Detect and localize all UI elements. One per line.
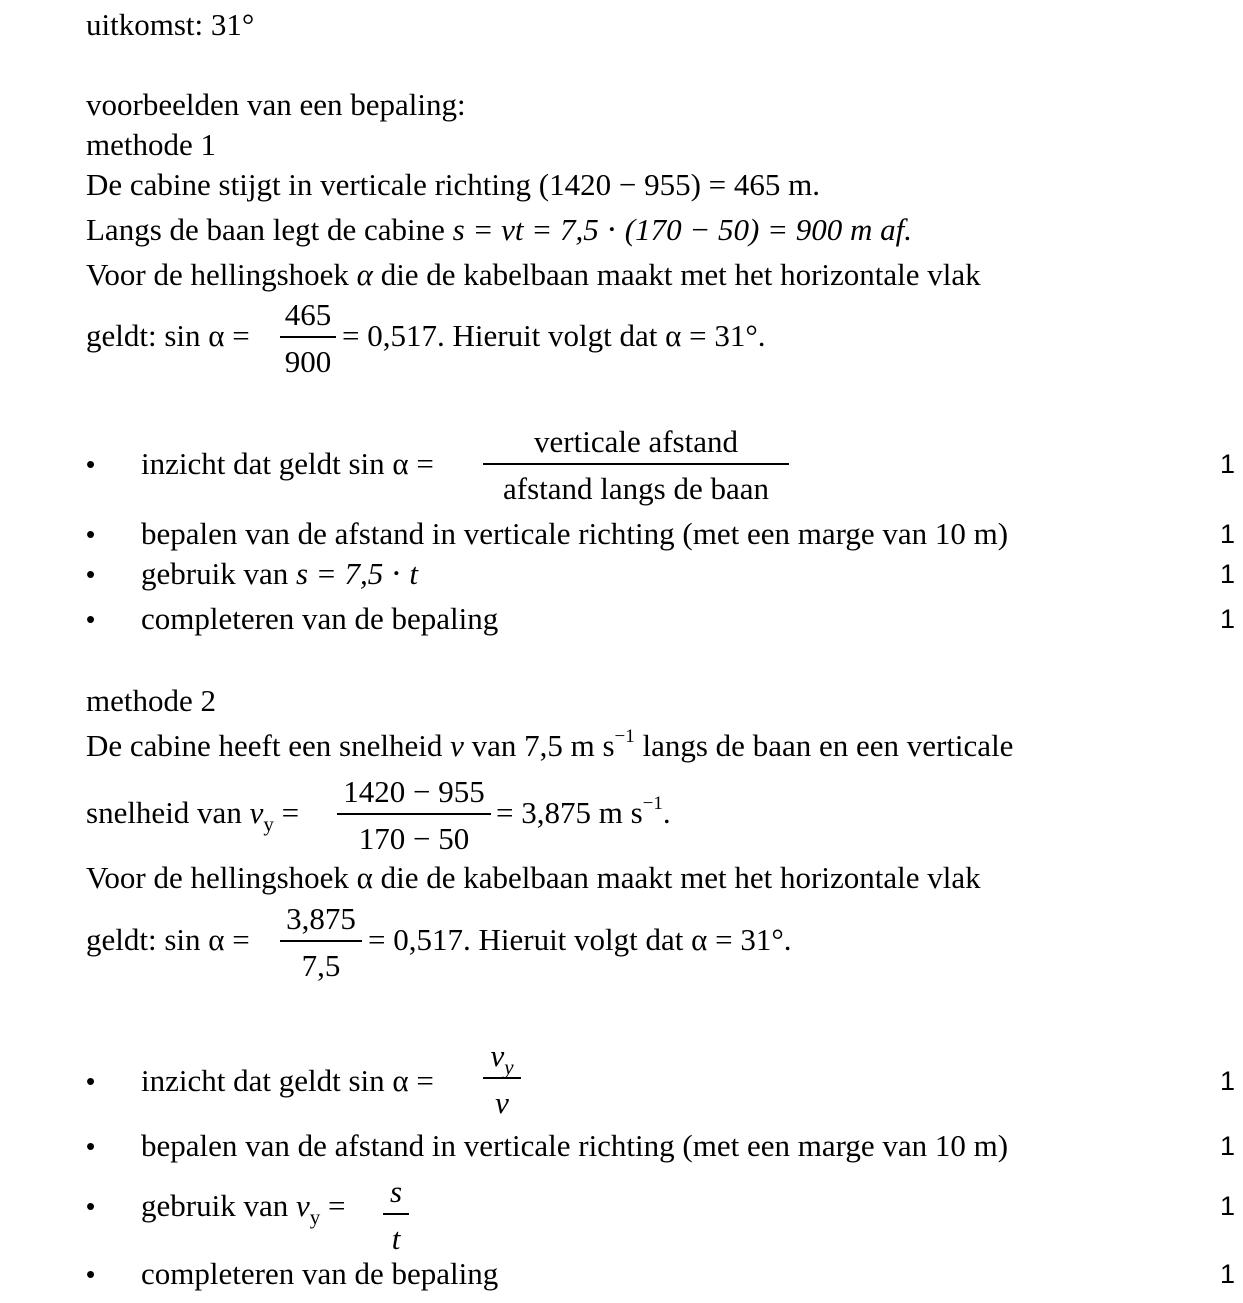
- method2-criterion-2-text: bepalen van de afstand in verticale richting (met een marge van 10 m): [141, 1128, 1009, 1163]
- method1-criterion-4-text: completeren van de bepaling: [141, 601, 499, 636]
- result-line: uitkomst: 31°: [86, 7, 255, 42]
- method1-criterion-1-text: inzicht dat geldt sin α =: [141, 446, 434, 481]
- method1-criterion-3-label: gebruik van: [141, 556, 296, 591]
- method2-fraction-denominator: 170 − 50: [358, 821, 470, 856]
- method2-criterion-1-score: 1: [1219, 1066, 1235, 1096]
- method1-line2-equation: s = vt = 7,5 ⋅ (170 − 50) = 900 m af.: [452, 212, 913, 247]
- bullet: •: [86, 559, 96, 589]
- method2-criterion-1-denominator: v: [495, 1085, 509, 1120]
- method1-fraction-numerator: 465: [280, 299, 336, 338]
- method1-fraction-denominator: 900: [284, 344, 332, 379]
- method2-equals: =: [273, 795, 300, 830]
- method1-title: methode 1: [86, 127, 216, 162]
- method2-line1-unit: van 7,5 m s: [463, 728, 615, 763]
- bullet: •: [86, 519, 96, 549]
- method1-criterion-1-numerator: verticale afstand: [483, 426, 789, 465]
- method1-line4-post: = 0,517. Hieruit volgt dat α = 31°.: [342, 318, 766, 353]
- method1-criterion-1-score: 1: [1219, 449, 1235, 479]
- method2-line2-text: snelheid van: [86, 795, 250, 830]
- method2-line1-exponent: −1: [614, 726, 635, 747]
- method2-criterion-1-num-v: v: [490, 1038, 505, 1073]
- examples-heading: voorbeelden van een bepaling:: [86, 87, 466, 122]
- method1-line2-text: Langs de baan legt de cabine: [86, 212, 453, 247]
- method2-criterion-1-numerator: [483, 1040, 521, 1079]
- method2-line2-exponent: −1: [642, 793, 663, 814]
- method2-line2-value: = 3,875 m s: [496, 795, 643, 830]
- method2-criterion-1-fraction: [483, 1040, 521, 1118]
- method2-fraction-2: [280, 903, 362, 981]
- method2-line3: Voor de hellingshoek α die de kabelbaan maakt met het horizontale vlak: [86, 860, 981, 895]
- method2-criterion-3-vy: v: [295, 1188, 310, 1223]
- method2-fraction-numerator: 1420 − 955: [337, 776, 491, 815]
- method2-criterion-3-vy-subscript: y: [309, 1205, 321, 1229]
- method1-line2: [86, 214, 912, 245]
- method2-fraction-2-numerator: 3,875: [280, 903, 362, 942]
- method2-line1-text: De cabine heeft een snelheid: [86, 728, 451, 763]
- method1-criterion-3-equation: s = 7,5 ⋅ t: [295, 556, 418, 591]
- method2-criterion-3-score: 1: [1219, 1191, 1235, 1221]
- method2-v: v: [450, 728, 464, 763]
- method2-criterion-1-num-subscript: y: [504, 1055, 514, 1079]
- method1-criterion-1-fraction: [483, 426, 789, 504]
- method1-fraction: [280, 299, 336, 377]
- method2-criterion-3-text: [141, 1188, 346, 1229]
- method2-vy-subscript: y: [263, 812, 274, 836]
- method1-criterion-3-score: 1: [1219, 559, 1235, 589]
- method1-criterion-3-text: [141, 558, 418, 589]
- method2-criterion-4-score: 1: [1219, 1259, 1235, 1289]
- method2-criterion-3-fraction: [383, 1176, 409, 1254]
- bullet: •: [86, 449, 96, 479]
- method1-line1: De cabine stijgt in verticale richting (1420 − 955) = 465 m.: [86, 167, 821, 202]
- method2-criterion-3-equals: =: [320, 1188, 346, 1223]
- method1-line3: [86, 259, 981, 290]
- method2-criterion-3-numerator: s: [383, 1176, 409, 1215]
- method1-criterion-1-denominator: afstand langs de baan: [503, 471, 769, 506]
- method2-criterion-2-score: 1: [1219, 1131, 1235, 1161]
- bullet: •: [86, 1191, 96, 1221]
- method2-line1-rest: langs de baan en een verticale: [634, 728, 1014, 763]
- method2-line4-post: = 0,517. Hieruit volgt dat α = 31°.: [368, 922, 792, 957]
- method2-line2-post: [496, 793, 671, 830]
- method1-line3-rest: die de kabelbaan maakt met het horizontale vlak: [372, 257, 981, 292]
- method2-line2-end: .: [662, 795, 671, 830]
- method1-criterion-4-score: 1: [1219, 604, 1235, 634]
- method1-line3-text: Voor de hellingshoek: [86, 257, 357, 292]
- bullet: •: [86, 1066, 96, 1096]
- method2-vy: v: [249, 795, 264, 830]
- method2-fraction: [337, 776, 491, 854]
- method2-criterion-1-text: inzicht dat geldt sin α =: [141, 1063, 434, 1098]
- method2-title: methode 2: [86, 683, 216, 718]
- bullet: •: [86, 604, 96, 634]
- method2-criterion-4-text: completeren van de bepaling: [141, 1256, 499, 1291]
- method1-alpha: α: [356, 257, 373, 292]
- method2-line2: [86, 795, 300, 836]
- method1-criterion-2-score: 1: [1219, 519, 1235, 549]
- method1-line4-pre: geldt: sin α =: [86, 318, 250, 353]
- method1-criterion-2-text: bepalen van de afstand in verticale richting (met een marge van 10 m): [141, 516, 1009, 551]
- method2-line4-pre: geldt: sin α =: [86, 922, 250, 957]
- method2-line1: [86, 726, 1014, 763]
- method2-criterion-3-denominator: t: [391, 1221, 401, 1256]
- bullet: •: [86, 1131, 96, 1161]
- method2-criterion-3-label: gebruik van: [141, 1188, 296, 1223]
- method2-fraction-2-denominator: 7,5: [301, 948, 341, 983]
- bullet: •: [86, 1259, 96, 1289]
